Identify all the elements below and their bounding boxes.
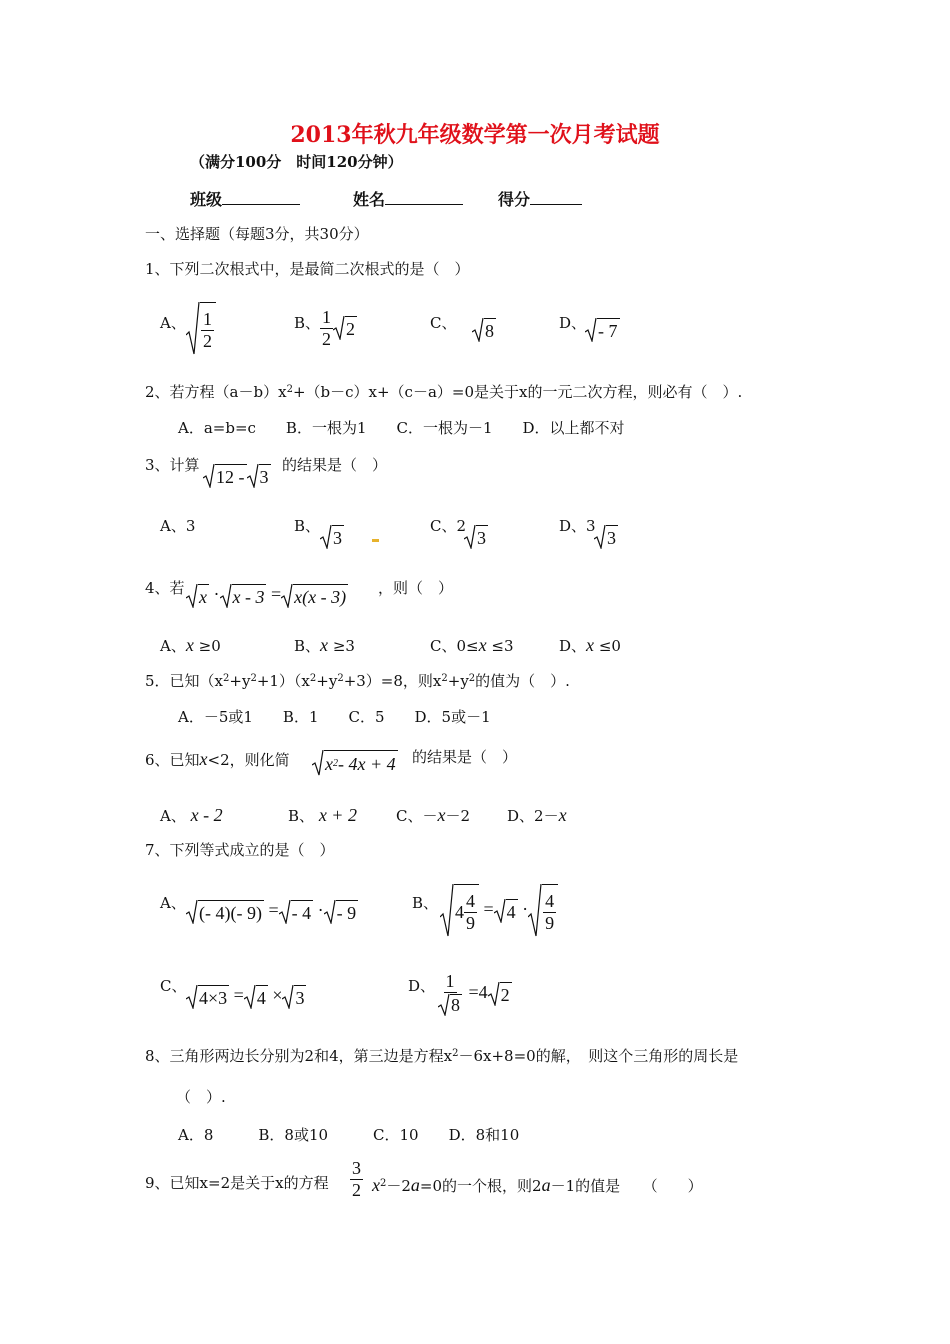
score-label: 得分 — [498, 190, 531, 209]
score-field — [498, 190, 582, 208]
q4-option-b: B、x ≥3 — [294, 635, 355, 655]
name-label: 姓名 — [353, 190, 386, 209]
score-blank — [530, 190, 582, 205]
q3-b-expr: 3 — [320, 525, 344, 549]
q3-stem-a: 3、计算 — [145, 456, 200, 474]
q8-stem: 8、三角形两边长分别为2和4，第三边是方程$x^2-6x+8=0$的解， 则这个三角形的周长是 — [145, 1047, 739, 1065]
q7-d-expr: $\frac{1}{8}$ =4 2 — [436, 972, 512, 1016]
section-heading: 一、选择题（每题3分，共30分） — [145, 225, 369, 243]
q7-option-d: D、 — [408, 977, 436, 995]
q5-stem: 5．已知$(x^2+y^2+1)(x^2+y^2+3)=8$，则$x^2+y^2$的值为（ ）. — [145, 672, 570, 690]
highlight-mark — [372, 528, 379, 543]
q1-c-expr: 8 — [472, 318, 496, 342]
q4-option-c: C、0≤x ≤3 — [430, 635, 514, 655]
q7-option-b: B、 — [412, 894, 439, 912]
q2-options: A．a=b=c B．一根为1 C．一根为－1 D．以上都不对 — [178, 419, 625, 437]
q1-option-d: D、 — [559, 314, 587, 332]
name-blank — [385, 190, 463, 205]
q1-d-expr: - 7 — [585, 318, 620, 342]
q3-option-d: D、3 — [559, 517, 596, 535]
q5-options: A．－5或1 B．1 C．5 D．5或－1 — [178, 708, 491, 726]
q6-option-b: B、 x + 2 — [288, 805, 357, 825]
q1-option-a: A、 — [160, 314, 186, 332]
q9-stem-a: 9、已知x=2是关于x的方程 — [145, 1174, 329, 1192]
q6-option-d: D、2－x — [507, 805, 567, 825]
q1-option-b: B、 — [294, 314, 321, 332]
q9-stem-b: $x^2-2a=0$的一个根，则2a－1的值是 （ ） — [372, 1175, 703, 1195]
q1-stem: 1、下列二次根式中，是最简二次根式的是（ ） — [145, 260, 470, 278]
q7-c-expr: 4×3 = 4 × 3 — [186, 985, 306, 1009]
radical: $\frac{1}{2}$ — [186, 302, 216, 356]
q7-a-expr: (- 4)(- 9) = - 4 · - 9 — [186, 900, 358, 924]
class-blank — [222, 190, 300, 205]
q4-stem-a: 4、若 — [145, 579, 185, 597]
q4-expr: x · x - 3 = x(x - 3) — [186, 584, 348, 608]
q1-option-c: C、 — [430, 314, 457, 332]
q3-expr: 12 - 3 — [203, 464, 271, 488]
q6-stem: 6、已知x<2，则化简 — [145, 749, 290, 769]
q3-c-expr: 3 — [464, 525, 488, 549]
exam-title: 2013年秋九年级数学第一次月考试题 — [290, 122, 660, 148]
q4-option-d: D、x ≤0 — [559, 635, 621, 655]
name-field — [353, 190, 463, 208]
q3-option-c: C、2 — [430, 517, 467, 535]
q1-b-expr: $\frac{1}{2}$ 2 — [322, 307, 355, 349]
class-label: 班级 — [190, 190, 223, 209]
exam-subtitle: （满分100分 时间120分钟） — [190, 153, 403, 171]
q2-stem: 2、若方程$(a-b)x^2+(b-c)x+(c-a)=0$是关于x的一元二次方程，则必有（ ）. — [145, 383, 743, 401]
q7-option-c: C、 — [160, 977, 187, 995]
q6-option-a: A、 x - 2 — [160, 805, 223, 825]
q6-stem-c: 的结果是（ ） — [412, 748, 518, 766]
q4-option-a: A、x ≥0 — [160, 635, 221, 655]
q3-d-expr: 3 — [594, 525, 618, 549]
class-field — [190, 190, 300, 208]
q3-stem-b: 的结果是（ ） — [282, 456, 388, 474]
q3-option-a: A、3 — [160, 517, 196, 535]
q7-stem: 7、下列等式成立的是（ ） — [145, 841, 335, 859]
q7-option-a: A、 — [160, 894, 186, 912]
q6-option-c: C、－x－2 — [396, 805, 471, 825]
q1-a-expr — [186, 302, 216, 356]
q7-b-expr: 4 $\frac{4}{9}$ = 4 · $\frac{4}{9}$ — [440, 884, 558, 938]
q4-stem-b: ，则（ ） — [378, 579, 454, 597]
q3-option-b: B、 — [294, 517, 321, 535]
q9-frac: $\frac{3}{2}$ — [352, 1158, 361, 1200]
q8-options: A．8 B．8或10 C．10 D．8和10 — [178, 1126, 520, 1144]
q8-paren: （ ）. — [176, 1088, 226, 1106]
q6-expr: x 2 - 4x + 4 — [312, 750, 398, 776]
